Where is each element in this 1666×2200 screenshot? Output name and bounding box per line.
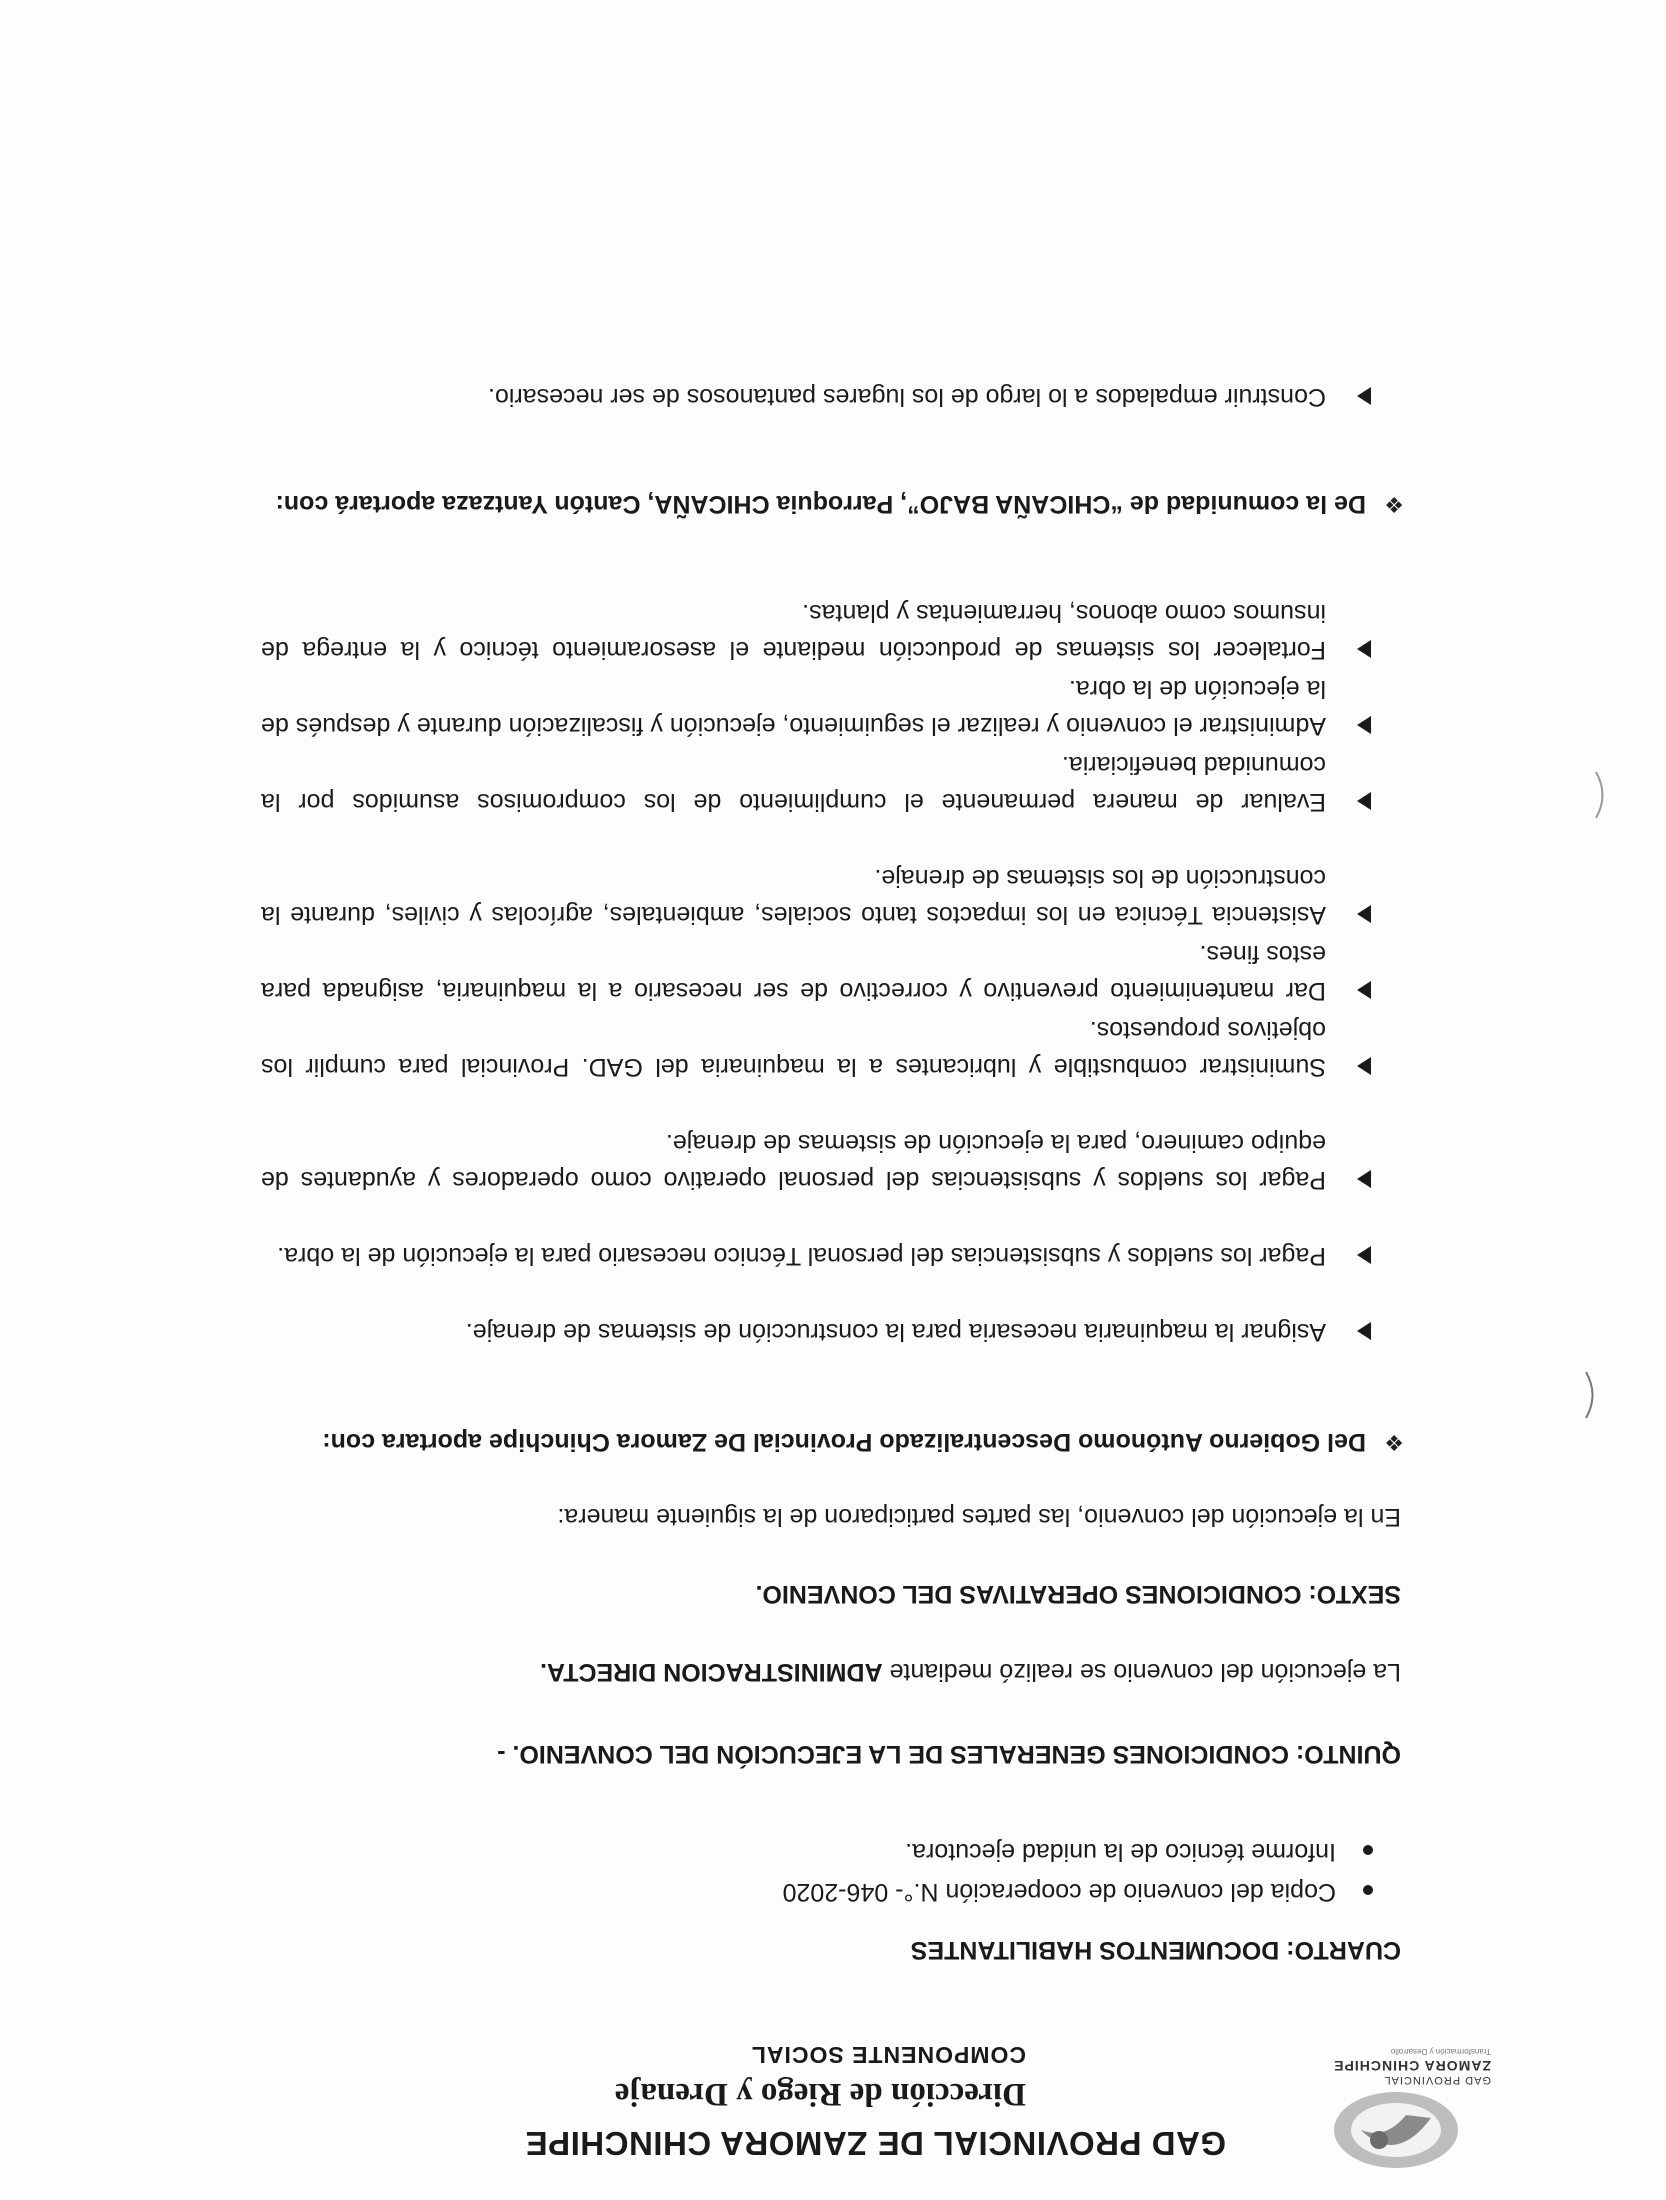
gad-item-5: Dar mantenimiento preventivo y correctivo de ser necesario a la maquinaria, asignada para estos fines.	[261, 940, 1326, 1005]
section-sexto-heading: SEXTO: CONDICIONES OPERATIVAS DEL CONVENIO.	[755, 1580, 1401, 1608]
gad-item-4: Suministrar combustible y lubricantes a la maquinaria del GAD. Provincial para cumplir los objetivos propuestos.	[261, 1016, 1326, 1081]
bullet-dot-icon	[1363, 1885, 1373, 1895]
margin-mark	[1591, 770, 1611, 820]
triangle-bullet-icon	[1357, 716, 1371, 734]
triangle-bullet-icon	[1357, 640, 1371, 658]
gad-section-heading: Del Gobierno Autónomo Descentralizado Provincial De Zamora Chinchipe aportara con:	[322, 1428, 1366, 1456]
cuarto-item-2: Informe técnico de la unidad ejecutora.	[905, 1838, 1336, 1866]
triangle-bullet-icon	[1357, 387, 1371, 405]
triangle-bullet-icon	[1357, 1057, 1371, 1075]
gad-item-1: Asignar la maquinaria necesaria para la construcción de sistemas de drenaje.	[465, 1318, 1326, 1346]
institution-title: GAD PROVINCIAL DE ZAMORA CHINCHIPE	[525, 2125, 1226, 2162]
gad-logo	[1301, 2010, 1491, 2170]
logo-line-2: ZAMORA CHINCHIPE	[1333, 2058, 1491, 2074]
diamond-bullet-icon: ❖	[1384, 492, 1404, 517]
margin-mark	[1581, 1370, 1601, 1420]
logo-line-1: GAD PROVINCIAL	[1383, 2074, 1491, 2086]
gad-emblem-icon	[1331, 2090, 1461, 2170]
triangle-bullet-icon	[1357, 1170, 1371, 1188]
section-quinto-heading: QUINTO: CONDICIONES GENERALES DE LA EJECUCIÓN DEL CONVENIO. -	[497, 1740, 1401, 1768]
triangle-bullet-icon	[1357, 1246, 1371, 1264]
gad-item-3: Pagar los sueldos y subsistencias del personal operativo como operadores y ayudantes de equipo caminero, para la ejecución de sistemas de drenaje.	[261, 1129, 1326, 1194]
triangle-bullet-icon	[1357, 981, 1371, 999]
component-title: COMPONENTE SOCIAL	[750, 2042, 1026, 2068]
community-item-1: Construir empalados a lo largo de los lugares pantanosos de ser necesario.	[488, 383, 1326, 411]
quinto-text	[261, 1653, 1401, 1690]
gad-item-9: Fortalecer los sistemas de producción mediante el asesoramiento técnico y la entrega de insumos como abonos, herramientas y plantas.	[261, 599, 1326, 664]
bullet-dot-icon	[1363, 1845, 1373, 1855]
department-title: Dirección de Riego y Drenaje	[614, 2076, 1026, 2112]
gad-item-2: Pagar los sueldos y subsistencias del personal Técnico necesario para la ejecución de la obra.	[277, 1242, 1326, 1270]
triangle-bullet-icon	[1357, 1322, 1371, 1340]
sexto-intro: En la ejecución del convenio, las partes participaron de la siguiente manera:	[557, 1503, 1401, 1531]
triangle-bullet-icon	[1357, 905, 1371, 923]
quinto-text-bold: ADMINISTRACION DIRECTA.	[540, 1658, 883, 1686]
community-section-heading: De la comunidad de “CHICAÑA BAJO”, Parroquia CHICAÑA, Cantón Yantzaza aportará con:	[275, 490, 1366, 518]
gad-item-7: Evaluar de manera permanente el cumplimiento de los compromisos asumidos por la comunidad beneficiaria.	[261, 751, 1326, 816]
gad-item-6: Asistencia Técnica en los impactos tanto sociales, ambientales, agrícolas y civiles, durante la construcción de los sistemas de drenaje.	[261, 864, 1326, 929]
quinto-text-normal: La ejecución del convenio se realizó mediante	[882, 1658, 1401, 1686]
logo-line-3: Transformación y Desarrollo	[1390, 2047, 1491, 2056]
section-cuarto-heading: CUARTO: DOCUMENTOS HABILITANTES	[910, 1936, 1401, 1964]
gad-item-8: Administrar el convenio y realizar el seguimiento, ejecución y fiscalización durante y después de la ejecución de la obra.	[261, 675, 1326, 740]
diamond-bullet-icon: ❖	[1384, 1430, 1404, 1455]
triangle-bullet-icon	[1357, 792, 1371, 810]
cuarto-item-1: Copia del convenio de cooperación N.°- 046-2020	[782, 1878, 1336, 1906]
